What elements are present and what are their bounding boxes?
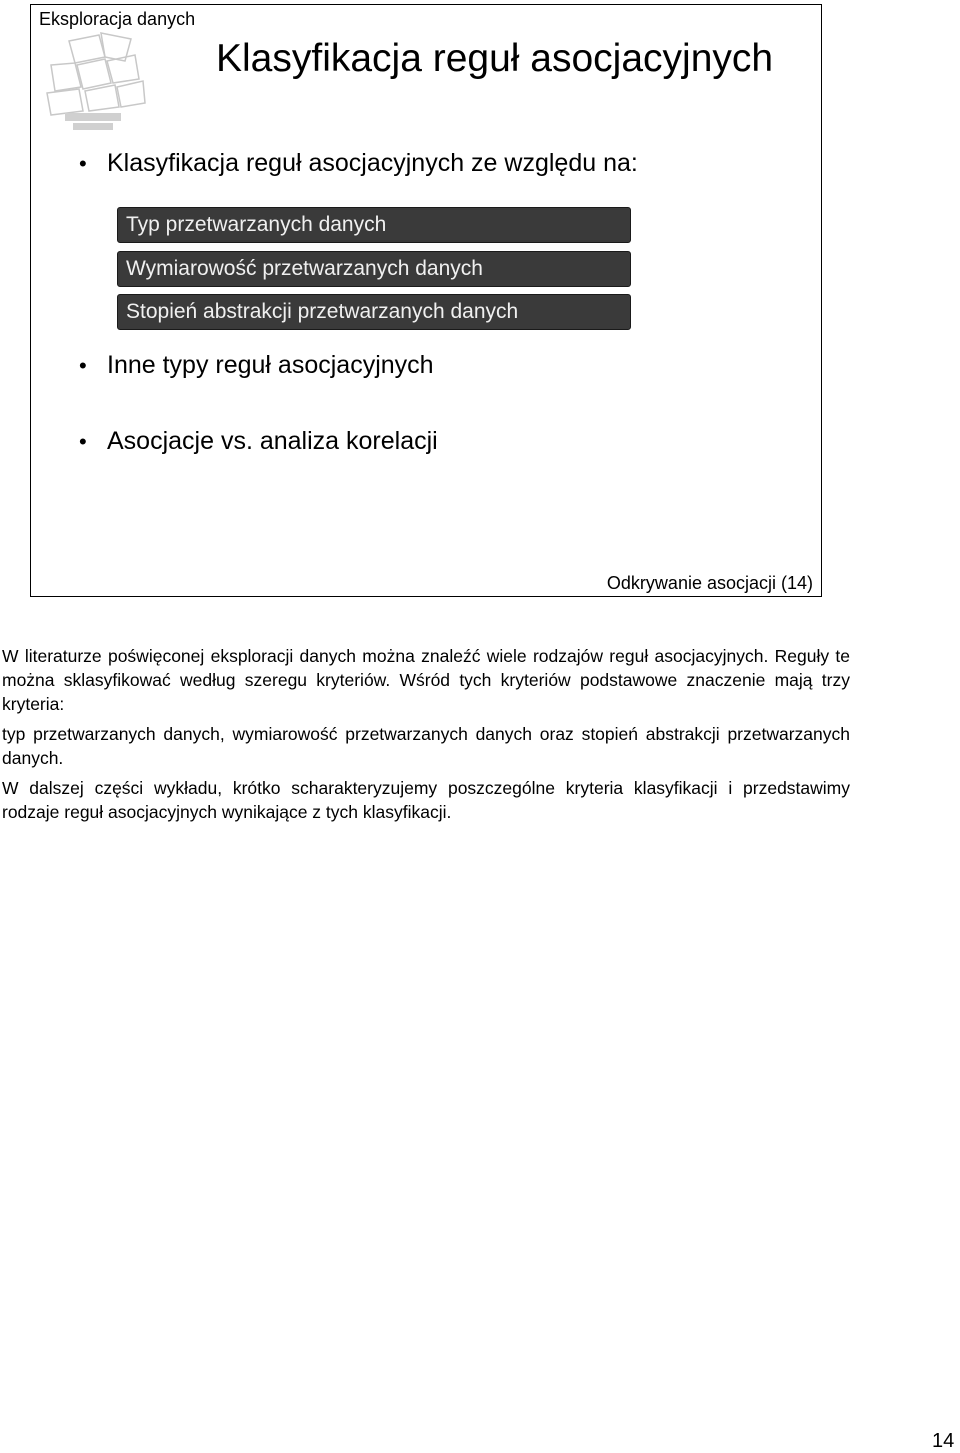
bullet-dot-icon: • xyxy=(79,151,87,176)
bullet-classification xyxy=(79,149,638,178)
bullet-dot-icon: • xyxy=(79,429,87,454)
criteria-dimensionality-button[interactable]: Wymiarowość przetwarzanych danych xyxy=(117,251,631,287)
slide-frame xyxy=(30,4,822,597)
bullet-correlation xyxy=(79,427,438,456)
bullet-text: Klasyfikacja reguł asocjacyjnych ze względu na: xyxy=(107,149,638,177)
bullet-other-types xyxy=(79,351,434,380)
slide-footer: Odkrywanie asocjacji (14) xyxy=(606,573,813,593)
bullet-text: Asocjacje vs. analiza korelacji xyxy=(107,427,438,455)
notes-paragraph: typ przetwarzanych danych, wymiarowość przetwarzanych danych oraz stopień abstrakcji przetwarzanych danych. xyxy=(2,724,850,768)
lecture-notes xyxy=(2,644,850,830)
criteria-data-type-button[interactable]: Typ przetwarzanych danych xyxy=(117,207,631,243)
notes-paragraph: W literaturze poświęconej eksploracji danych można znaleźć wiele rodzajów reguł asocjacyjnych. Reguły te można sklasyfikować według szeregu kryteriów. Wśród tych kryteriów podstawowe znaczenie mają trzy kryteria: xyxy=(2,646,850,714)
course-label: Eksploracja danych xyxy=(39,9,196,29)
criteria-abstraction-button[interactable]: Stopień abstrakcji przetwarzanych danych xyxy=(117,294,631,330)
logo-icon xyxy=(39,31,149,135)
slide-title: Klasyfikacja reguł asocjacyjnych xyxy=(216,37,774,80)
bullet-text: Inne typy reguł asocjacyjnych xyxy=(107,351,434,379)
page-number: 14 xyxy=(932,1430,955,1452)
bullet-dot-icon: • xyxy=(79,353,87,378)
notes-paragraph: W dalszej części wykładu, krótko scharakteryzujemy poszczególne kryteria klasyfikacji i przedstawimy rodzaje reguł asocjacyjnych wynikające z tych klasyfikacji. xyxy=(2,778,850,822)
